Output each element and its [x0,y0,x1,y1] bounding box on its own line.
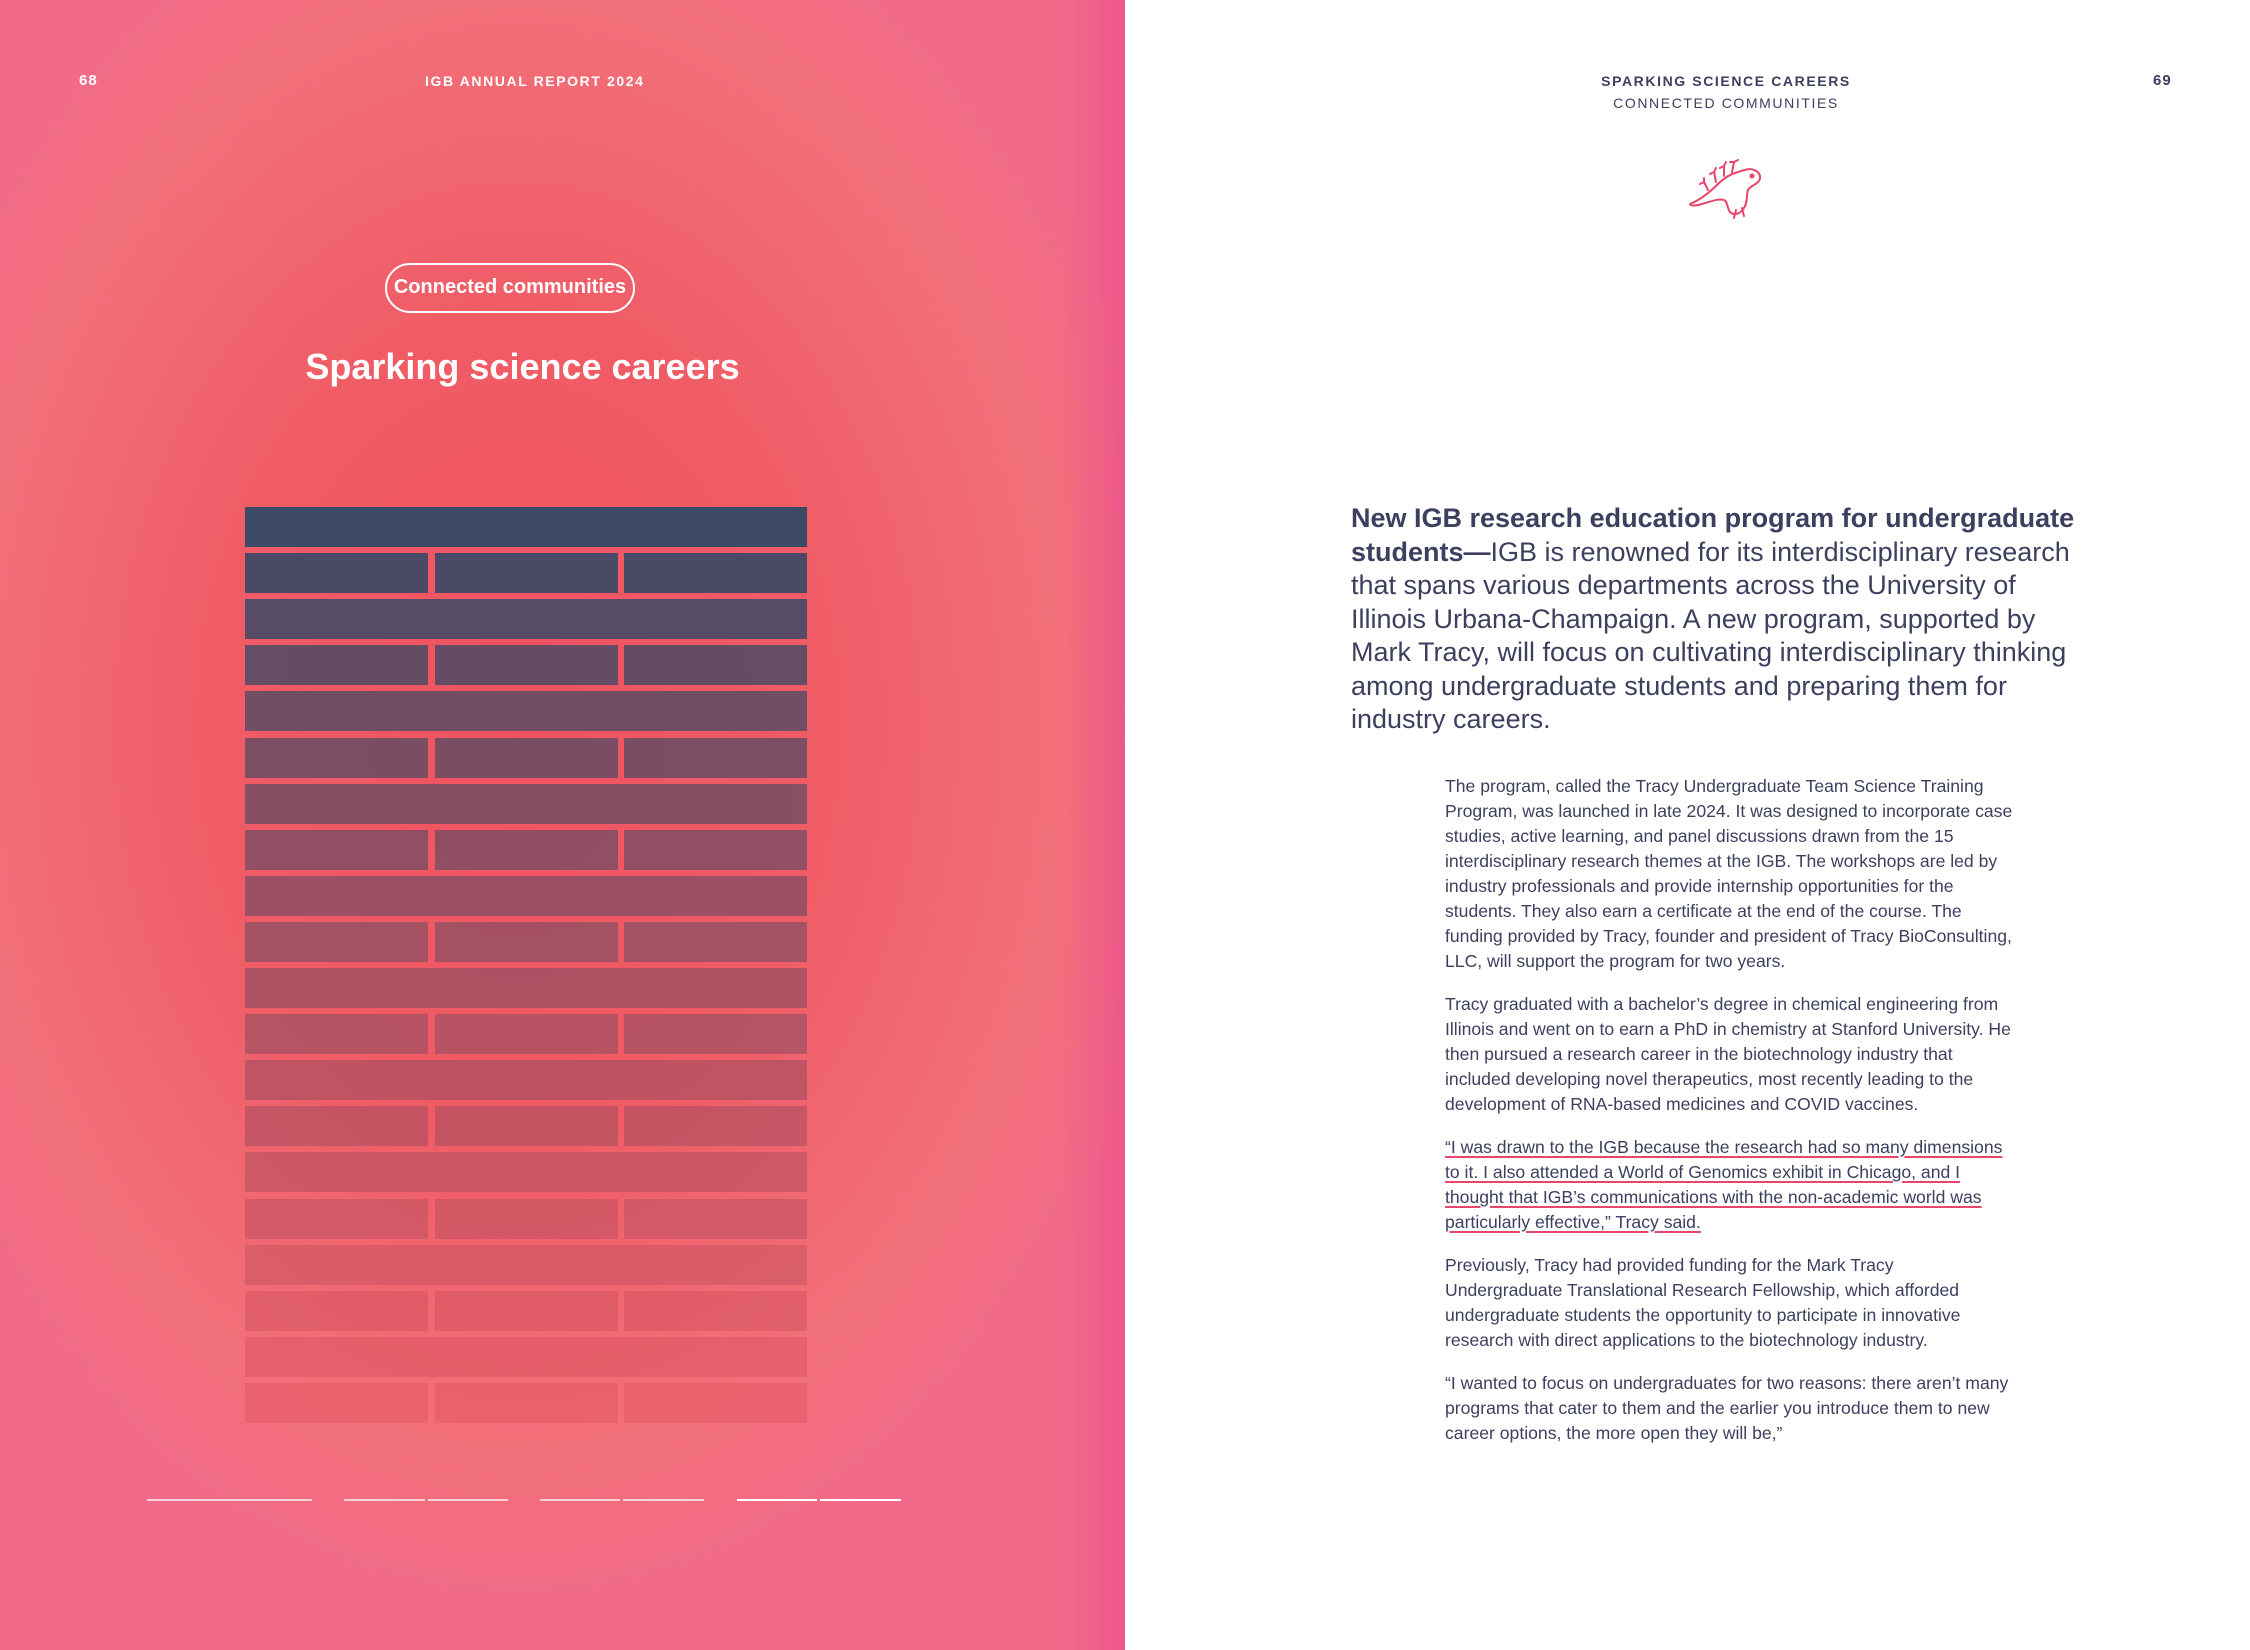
brick [245,1199,428,1239]
page-number-right: 69 [2153,72,2172,89]
decorative-line [737,1499,817,1501]
running-header-title: SPARKING SCIENCE CAREERS [1601,73,1851,89]
body-paragraph: The program, called the Tracy Undergraduate Team Science Training Program, was launched in late 2024. It was designed to incorporate case studies, active learning, and panel discussions drawn from the 15 interdisciplinary research themes at the IGB. The workshops are led by industry professionals and provide internship opportunities for the students. They also earn a certificate at the end of the course. The funding provided by Tracy, founder and president of Tracy BioConsulting, LLC, will support the program for two years. [1445,776,2013,971]
brick [245,1383,428,1423]
brick [245,968,807,1008]
decorative-line [428,1499,508,1501]
decorative-line [820,1499,901,1501]
brick [624,1014,807,1054]
brick [435,738,618,778]
brick [245,784,807,824]
brick [245,599,807,639]
brick [435,1106,618,1146]
brick [245,1152,807,1192]
brick [245,645,428,685]
decorative-line [540,1499,620,1501]
section-tag: Connected communities [385,263,635,313]
brick [245,1014,428,1054]
brick [245,876,807,916]
brick [435,1383,618,1423]
brick [624,1106,807,1146]
brick [624,1199,807,1239]
brick [245,1245,807,1285]
lead-bold: New IGB research education program for undergraduate students— [1351,503,2075,567]
decorative-line [623,1499,704,1501]
brick [245,1060,807,1100]
running-header-subtitle: CONNECTED COMMUNITIES [1613,95,1839,111]
brick [245,738,428,778]
body-paragraph: Tracy graduated with a bachelor’s degree in chemical engineering from Illinois and went on to earn a PhD in chemistry at Stanford University. He then pursued a research career in the biotechnology industry that included developing novel therapeutics, most recently leading to the development of RNA-based medicines and COVID vaccines. [1445,994,2011,1114]
brick [245,553,428,593]
brick [624,553,807,593]
brick [245,507,807,547]
body-paragraph: “I wanted to focus on undergraduates for two reasons: there aren’t many programs that cater to them and the earlier you introduce them to new career options, the more open they will be,” [1445,1373,2009,1443]
brick [245,1337,807,1377]
page-number-left: 68 [79,72,98,89]
body-paragraph: Previously, Tracy had provided funding for the Mark Tracy Undergraduate Translational Research Fellowship, which afforded undergraduate students the opportunity to participate in innovative research with direct applications to the biotechnology industry. [1445,1255,1961,1350]
decorative-line [147,1499,312,1501]
running-header-left: IGB ANNUAL REPORT 2024 [425,73,645,89]
brick [245,830,428,870]
brick [624,1291,807,1331]
brick [624,645,807,685]
brick [624,1383,807,1423]
brick-wall-illustration [245,507,807,1423]
article-body [1445,774,2015,1464]
lead-text: IGB is renowned for its interdisciplinary research that spans various departments across the University of Illinois Urbana-Champaign. A new program, supported by Mark Tracy, will focus on cultivating interdisciplinary thinking among undergraduate students and preparing them for industry careers. [1351,536,2070,734]
running-header-right [1500,73,1952,111]
brick [435,645,618,685]
brick [435,1199,618,1239]
brick [245,922,428,962]
page-title: Sparking science careers [305,346,740,387]
decorative-line [344,1499,425,1501]
brick [435,922,618,962]
brick [245,1291,428,1331]
dinosaur-doodle-icon [1680,142,1770,222]
brick [624,830,807,870]
highlighted-quote: “I was drawn to the IGB because the research had so many dimensions to it. I also attended a World of Genomics exhibit in Chicago, and I thought that IGB’s communications with the non-academic world was particularly effective,” Tracy said. [1445,1137,2003,1232]
brick [624,922,807,962]
brick [245,1106,428,1146]
brick [624,738,807,778]
lead-paragraph [1351,502,2086,737]
brick [435,553,618,593]
brick [435,830,618,870]
brick [435,1291,618,1331]
brick [245,691,807,731]
brick [435,1014,618,1054]
